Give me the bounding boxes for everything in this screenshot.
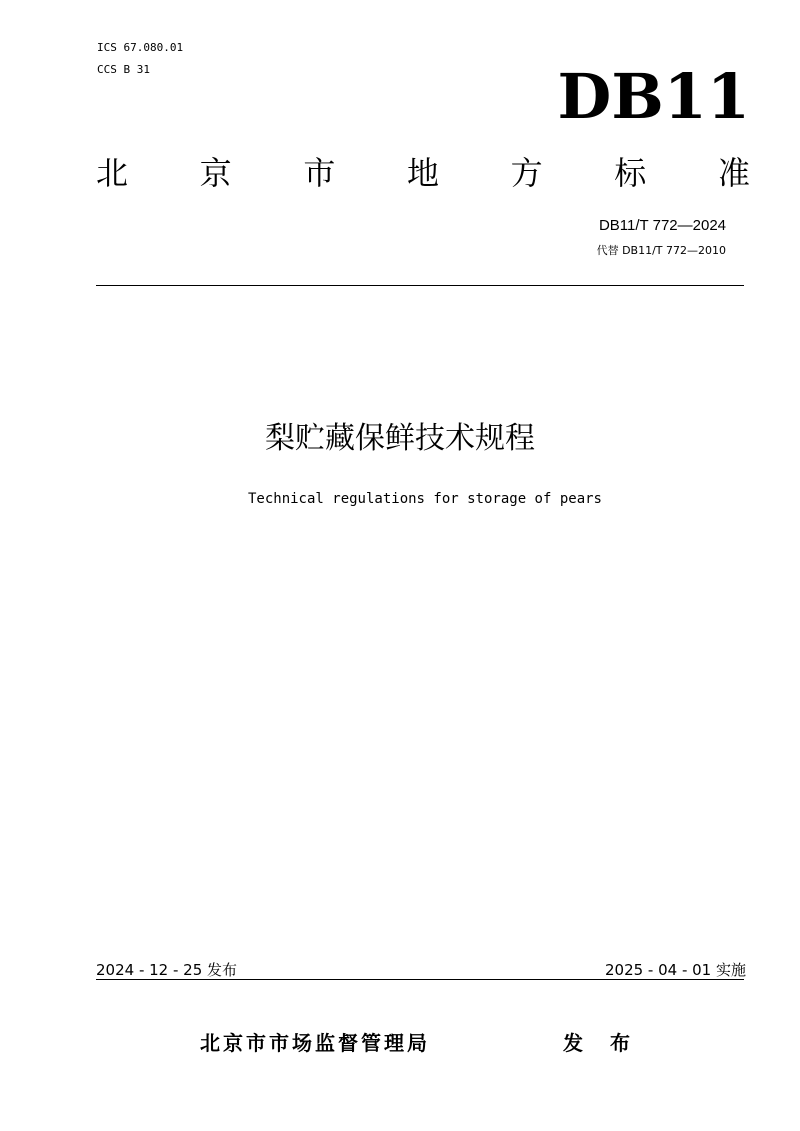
document-title-english: Technical regulations for storage of pears	[247, 491, 602, 507]
bottom-divider	[96, 979, 744, 980]
standard-type-char: 地	[406, 154, 439, 192]
top-divider	[96, 285, 744, 286]
standard-type-heading	[96, 151, 750, 195]
issue-label: 发 布	[563, 1031, 640, 1055]
standard-type-char: 市	[303, 154, 336, 192]
document-title-chinese: 梨贮藏保鲜技术规程	[265, 421, 535, 456]
standard-type-char: 京	[199, 154, 232, 192]
replaces-standard: 代替 DB11/T 772—2010	[596, 244, 726, 257]
standard-type-char: 北	[96, 154, 129, 192]
db11-logo: DB11	[557, 60, 750, 133]
standard-type-char: 准	[717, 154, 750, 192]
implementation-date: 2025 - 04 - 01 实施	[604, 961, 746, 979]
standard-number: DB11/T 772—2024	[598, 217, 726, 234]
standard-type-char: 标	[614, 154, 647, 192]
issuing-authority: 北京市市场监督管理局	[200, 1031, 430, 1055]
ics-code: ICS 67.080.01	[97, 41, 184, 54]
ccs-code: CCS B 31	[97, 63, 150, 76]
standard-type-char: 方	[510, 154, 543, 192]
issue-date: 2024 - 12 - 25 发布	[96, 961, 238, 979]
